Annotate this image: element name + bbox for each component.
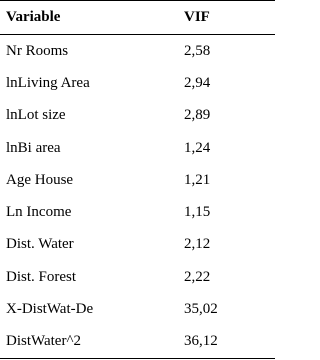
vif-cell: 35,02: [184, 301, 218, 318]
vif-cell: 2,89: [184, 107, 211, 124]
variable-cell: Age House: [6, 171, 74, 188]
header-row: [0, 1, 275, 35]
vif-cell: 1,24: [184, 139, 211, 156]
variable-cell: lnLiving Area: [6, 74, 90, 91]
table-row: [0, 100, 275, 132]
table-row: [0, 229, 275, 261]
table-body: [0, 35, 275, 359]
variable-cell: Nr Rooms: [6, 42, 69, 59]
variable-cell: Ln Income: [6, 204, 72, 221]
vif-cell: 2,94: [184, 74, 211, 91]
table-row: [0, 164, 275, 196]
table-header: [0, 1, 275, 35]
variable-column-header: Variable: [0, 1, 184, 35]
variable-cell: X-DistWat-De: [6, 301, 94, 318]
vif-cell: 1,21: [184, 171, 211, 188]
variable-cell: Dist. Forest: [6, 268, 77, 285]
table-row: [0, 132, 275, 164]
table-row: [0, 67, 275, 99]
vif-cell: 1,15: [184, 204, 211, 221]
table-row: [0, 196, 275, 228]
vif-column-header: VIF: [184, 1, 275, 35]
variable-cell: lnLot size: [6, 107, 66, 124]
vif-cell: 2,22: [184, 268, 211, 285]
table-row: [0, 261, 275, 293]
vif-cell: 2,12: [184, 236, 211, 253]
variable-cell: DistWater^2: [0, 326, 184, 359]
table-row: [0, 293, 275, 325]
table-row: [0, 35, 275, 68]
variable-cell: lnBi area: [6, 139, 61, 156]
table-row: [0, 326, 275, 359]
variable-cell: Dist. Water: [6, 236, 74, 253]
vif-cell: 2,58: [184, 42, 211, 59]
vif-cell: 36,12: [184, 326, 275, 359]
